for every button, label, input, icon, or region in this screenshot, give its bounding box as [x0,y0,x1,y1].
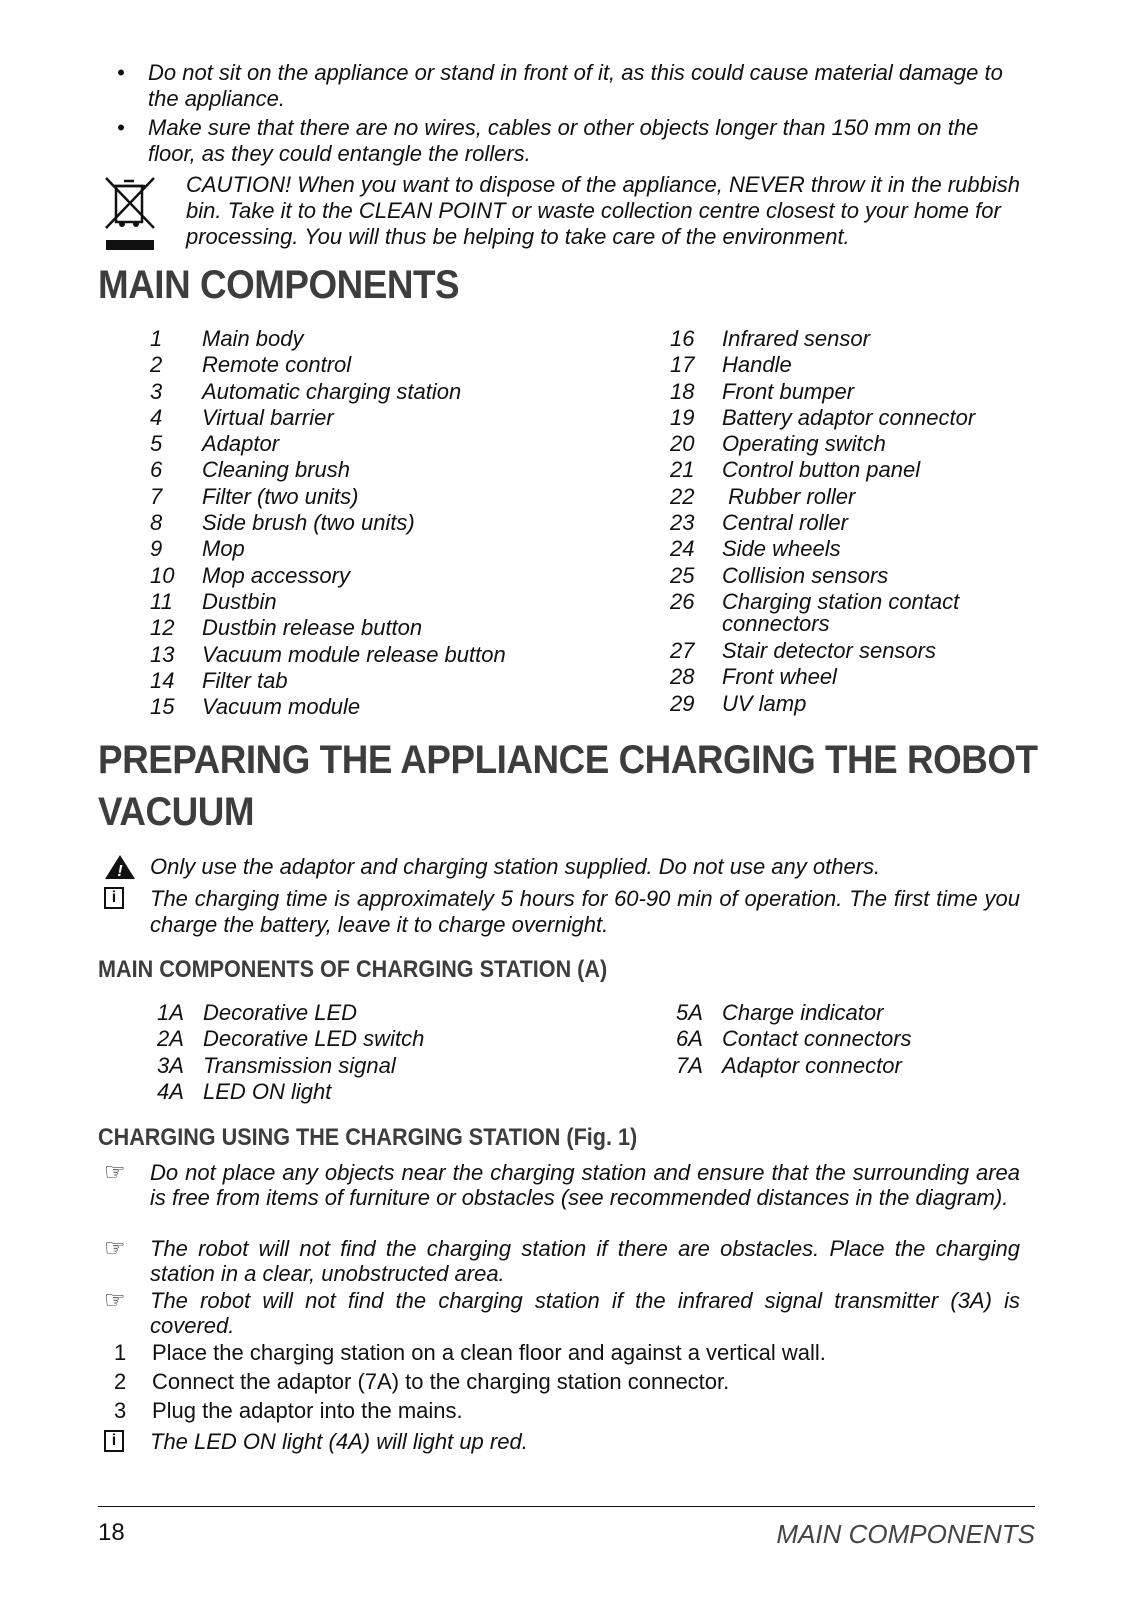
item-label: Dustbin [202,588,277,614]
warning-triangle-icon [104,854,136,886]
list-item [150,642,610,668]
step-text: Connect the adaptor (7A) to the charging station connector. [152,1369,730,1394]
subsection-title-station: MAIN COMPONENTS OF CHARGING STATION (A) [98,956,608,983]
step-text: Plug the adaptor into the mains. [152,1398,463,1423]
item-label: Automatic charging station [202,378,462,404]
item-label: Adaptor [202,431,280,457]
list-item [157,1026,617,1052]
item-label: Operating switch [722,431,886,457]
item-label: Main body [202,326,304,351]
item-label: Side brush (two units) [202,510,415,536]
item-number: 19 [670,404,695,430]
crossed-bin-icon [100,172,160,254]
warning-text: Only use the adaptor and charging station supplied. Do not use any others. [150,854,881,879]
list-item [670,352,1040,378]
list-item [157,1053,617,1079]
item-number: 8 [150,510,163,536]
list-item [670,691,1040,717]
item-number: 13 [150,641,175,667]
item-number: 17 [670,352,695,378]
list-item [150,694,610,720]
list-item [676,1000,1036,1026]
section-title-main-components: MAIN COMPONENTS [98,263,460,307]
info-note [104,1429,1034,1457]
info-icon: i [104,1430,124,1452]
item-number: 6A [676,1026,703,1052]
list-item [670,484,1040,510]
list-item [670,563,1040,589]
list-item [150,431,610,457]
section-title-preparing-line2: VACUUM [98,790,255,834]
list-item [150,326,610,352]
item-number: 29 [670,690,695,716]
list-item [150,668,610,694]
bullet-text: Make sure that there are no wires, cables or other objects longer than 150 mm on the floor, as they could entangle the rollers. [148,115,979,166]
bullet-text: Do not sit on the appliance or stand in front of it, as this could cause material damage to the appliance. [148,60,1003,111]
item-number: 5A [676,1000,703,1025]
item-label: Decorative LED [203,1000,358,1025]
list-item [150,615,610,641]
item-number: 14 [150,667,175,693]
list-item [676,1026,1036,1052]
list-item [670,589,1040,638]
item-label: Central roller [722,510,848,536]
item-number: 24 [670,536,695,562]
item-number: 12 [150,615,175,641]
item-label: Adaptor connector [722,1052,902,1078]
item-label: UV lamp [722,690,807,716]
page-number: 18 [98,1519,125,1546]
item-label: Filter (two units) [202,483,359,509]
station-list-left [157,1000,617,1105]
info-text: The LED ON light (4A) will light up red. [150,1429,528,1454]
list-item [676,1053,1036,1079]
list-item [150,405,610,431]
item-number: 1A [157,1000,184,1025]
item-number: 3A [157,1052,184,1078]
item-label: Remote control [202,352,352,378]
components-list-right [670,326,1040,717]
list-item [150,457,610,483]
list-item [150,484,610,510]
item-number: 26 [670,588,695,614]
footer-section-title: MAIN COMPONENTS [776,1519,1035,1549]
list-item [157,1079,617,1105]
item-number: 16 [670,326,695,351]
item-label: Contact connectors [722,1026,912,1052]
item-label: Transmission signal [203,1052,396,1078]
list-item [150,589,610,615]
item-label: Filter tab [202,667,288,693]
item-label: Vacuum module [202,694,361,720]
step-number: 3 [114,1398,127,1423]
item-label: Mop accessory [202,562,350,588]
item-number: 1 [150,326,163,351]
note-text: The robot will not find the charging station if the infrared signal transmitter (3A) is covered. [150,1288,1020,1338]
info-icon: i [104,887,124,909]
note-text: The robot will not find the charging station if there are obstacles. Place the charging station in a clear, unobstructed area. [150,1236,1020,1286]
item-label: Collision sensors [722,562,889,588]
list-item [670,638,1040,664]
item-label: Charging station contact [722,588,960,614]
item-number: 27 [670,637,695,663]
list-item [150,563,610,589]
item-label: Control button panel [722,457,921,483]
section-title-preparing: PREPARING THE APPLIANCE CHARGING THE ROBOT [98,738,1038,782]
warning-glyph: ! [117,863,123,880]
item-label: Infrared sensor [722,326,870,351]
item-label: Cleaning brush [202,457,350,483]
item-label: Charge indicator [722,1000,884,1025]
list-item [157,1000,617,1026]
list-item [670,431,1040,457]
item-number: 9 [150,536,163,562]
item-label: Mop [202,536,245,562]
info-text: The charging time is approximately 5 hours for 60-90 min of operation. The first time you charge the battery, leave it to charge overnight. [150,886,1020,937]
item-label: Side wheels [722,536,841,562]
item-number: 20 [670,431,695,457]
list-item [150,379,610,405]
item-number: 4 [150,404,163,430]
item-number: 22 [670,483,695,509]
list-item [670,664,1040,690]
list-item [670,510,1040,536]
item-number: 7A [676,1052,703,1078]
item-label: Dustbin release button [202,615,423,641]
item-label: Front wheel [722,664,837,690]
item-number: 25 [670,562,695,588]
list-item [150,510,610,536]
info-note [104,886,1034,942]
station-list-right [676,1000,1036,1079]
pointing-hand-icon: ☞ [104,1159,126,1186]
bullet-item [117,115,1017,171]
item-number: 2A [157,1026,184,1052]
item-number: 6 [150,457,163,483]
list-item [670,326,1040,352]
item-label-continued: connectors [722,610,830,636]
bullet-item [117,60,1017,116]
item-label: Virtual barrier [202,404,334,430]
item-number: 11 [150,588,173,614]
note-text: Do not place any objects near the charging station and ensure that the surrounding area is free from items of furniture or obstacles (see recommended distances in the diagram). [150,1160,1020,1210]
item-number: 28 [670,664,695,690]
bullet-dot: • [117,60,125,85]
item-number: 3 [150,378,163,404]
item-number: 18 [670,378,695,404]
subsection-title-charging: CHARGING USING THE CHARGING STATION (Fig. 1) [98,1124,638,1151]
item-label: Vacuum module release button [202,641,506,667]
item-number: 23 [670,510,695,536]
hand-note [104,1160,1034,1238]
item-number: 10 [150,562,175,588]
item-number: 2 [150,352,163,378]
list-item [670,405,1040,431]
item-label: LED ON light [203,1078,332,1104]
item-number: 7 [150,483,163,509]
item-label: Handle [722,352,792,378]
components-list-left [150,326,610,720]
pointing-hand-icon: ☞ [104,1235,126,1262]
caution-text: CAUTION! When you want to dispose of the appliance, NEVER throw it in the rubbish bin. Take it to the CLEAN POINT or waste collection centre closest to your home for processing. You will thus be helping to take care of the environment. [186,172,1020,249]
item-label: Decorative LED switch [203,1026,425,1052]
pointing-hand-icon: ☞ [104,1287,126,1314]
list-item [670,457,1040,483]
hand-note [104,1288,1034,1340]
bullet-dot: • [117,115,125,140]
hand-note [104,1236,1034,1288]
warning-note [104,854,1034,880]
item-number: 21 [670,457,695,483]
item-number: 5 [150,431,163,457]
step-text: Place the charging station on a clean floor and against a vertical wall. [152,1340,826,1365]
item-label: Stair detector sensors [722,637,936,663]
list-item [670,379,1040,405]
list-item [150,352,610,378]
item-number: 15 [150,694,175,720]
footer-divider [98,1506,1035,1507]
step-number: 1 [114,1340,127,1365]
list-item [150,536,610,562]
item-label: Rubber roller [722,483,856,509]
step-number: 2 [114,1369,127,1394]
item-label: Front bumper [722,378,855,404]
item-number: 4A [157,1078,184,1104]
item-label: Battery adaptor connector [722,404,976,430]
list-item [670,536,1040,562]
